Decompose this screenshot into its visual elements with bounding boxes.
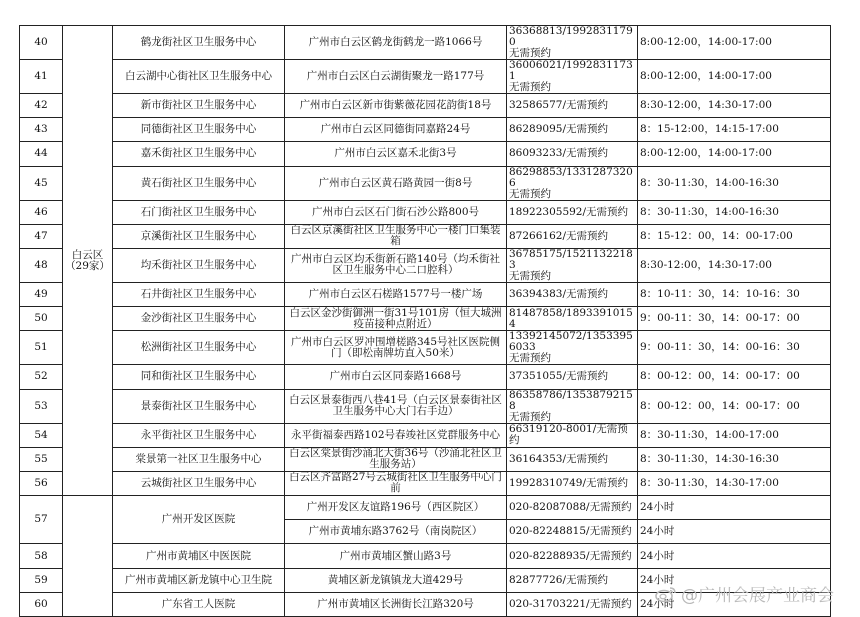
table-row: [20, 389, 831, 423]
clinic-hours: 8：00-12：00，14：00-17：00: [638, 389, 831, 423]
row-number: 46: [20, 200, 63, 224]
row-number: 50: [20, 307, 63, 331]
clinic-hours: 8:00-12:00，14:00-17:00: [638, 26, 831, 60]
row-number: 42: [20, 94, 63, 118]
watermark-text: @广州会展产业商会: [681, 586, 834, 606]
clinic-hours: 8：30-11:30，14:30-17:00: [638, 471, 831, 495]
clinic-hours: 8:30-12:00，14:30-17:00: [638, 248, 831, 282]
clinic-address: 广州市白云区新市街紫薇花园花韵街18号: [285, 94, 507, 118]
row-number: 53: [20, 389, 63, 423]
table-row: [20, 142, 831, 166]
clinic-phone: 18922305592/无需预约: [507, 200, 638, 224]
clinic-hours: 8：30-11:30，14:30-16:30: [638, 447, 831, 471]
clinic-hours: 24小时: [638, 496, 831, 520]
clinic-name: 广州市黄埔区新龙镇中心卫生院: [113, 568, 285, 592]
table-row: [20, 331, 831, 365]
clinic-name: 松洲街社区卫生服务中心: [113, 331, 285, 365]
clinic-address: 广州市白云区嘉禾北街3号: [285, 142, 507, 166]
clinic-phone: 020-82248815/无需预约: [507, 520, 638, 544]
clinic-phone: 020-82087088/无需预约: [507, 496, 638, 520]
clinic-name: 鹤龙街社区卫生服务中心: [113, 26, 285, 60]
clinic-phone: 36006021/19928311731 无需预约: [507, 60, 638, 94]
table-row: [20, 166, 831, 200]
row-number: 49: [20, 282, 63, 306]
clinic-phone: 86298853/13312873206 无需预约: [507, 166, 638, 200]
district-cell: 白云区 （29家）: [63, 26, 113, 496]
clinic-phone: 81487858/18933910154: [507, 307, 638, 331]
clinic-address: 广州开发区友谊路196号（西区院区）: [285, 496, 507, 520]
clinic-phone: 86289095/无需预约: [507, 118, 638, 142]
table-row: [20, 282, 831, 306]
row-number: 58: [20, 544, 63, 568]
clinic-name: 广州开发区医院: [113, 496, 285, 544]
clinic-hours: 8：30-11:30，14:00-16:30: [638, 200, 831, 224]
clinic-phone: 13392145072/13533956033 无需预约: [507, 331, 638, 365]
row-number: 59: [20, 568, 63, 592]
clinic-hours: 8：30-11:30，14:00-16:30: [638, 166, 831, 200]
table-row: [20, 365, 831, 389]
clinic-address: 永平街福泰西路102号春竣社区党群服务中心: [285, 423, 507, 447]
table-row: [20, 26, 831, 60]
row-number: 51: [20, 331, 63, 365]
clinic-address: 广州市黄埔区蟹山路3号: [285, 544, 507, 568]
clinic-hours: 8:00-12:00，14:00-17:00: [638, 60, 831, 94]
clinic-phone: 36785175/15211322183 无需预约: [507, 248, 638, 282]
clinic-address: 白云区齐富路27号云城街社区卫生服务中心门前: [285, 471, 507, 495]
row-number: 41: [20, 60, 63, 94]
clinic-phone: 19928310749/无需预约: [507, 471, 638, 495]
table-row: [20, 94, 831, 118]
clinic-address: 广州市黄埔东路3762号（南岗院区）: [285, 520, 507, 544]
row-number: 55: [20, 447, 63, 471]
table-row: [20, 423, 831, 447]
clinic-name: 嘉禾街社区卫生服务中心: [113, 142, 285, 166]
clinic-name: 京溪街社区卫生服务中心: [113, 224, 285, 248]
clinic-name: 石门街社区卫生服务中心: [113, 200, 285, 224]
clinic-hours: 8:30-12:00，14:30-17:00: [638, 94, 831, 118]
clinic-hours: 8：15-12:00，14:15-17:00: [638, 118, 831, 142]
clinic-address: 广州市白云区白云湖街聚龙一路177号: [285, 60, 507, 94]
clinic-address: 广州市白云区同德街同嘉路24号: [285, 118, 507, 142]
table-row: [20, 544, 831, 568]
clinic-hours: 9：00-11：30，14：00-16：30: [638, 331, 831, 365]
clinic-phone: 020-82288935/无需预约: [507, 544, 638, 568]
table-row: [20, 248, 831, 282]
clinic-phone: 66319120-8001/无需预约: [507, 423, 638, 447]
clinic-address: 白云区金沙街御洲一街31号101房（恒大城洲疫苗接种点附近）: [285, 307, 507, 331]
clinic-name: 云城街社区卫生服务中心: [113, 471, 285, 495]
clinic-hours: 24小时: [638, 568, 831, 592]
table-row: [20, 118, 831, 142]
clinic-phone: 82877726/无需预约: [507, 568, 638, 592]
clinic-address: 广州市白云区鹤龙街鹤龙一路1066号: [285, 26, 507, 60]
clinic-address: 黄埔区新龙镇镇龙大道429号: [285, 568, 507, 592]
clinic-phone: 36368813/19928311790 无需预约: [507, 26, 638, 60]
table-row: [20, 60, 831, 94]
clinic-hours: 24小时: [638, 592, 831, 616]
watermark: [655, 581, 834, 606]
row-number: 54: [20, 423, 63, 447]
clinic-phone: 37351055/无需预约: [507, 365, 638, 389]
table-row: [20, 224, 831, 248]
table-row: [20, 200, 831, 224]
clinic-phone: 36394383/无需预约: [507, 282, 638, 306]
clinic-name: 石井街社区卫生服务中心: [113, 282, 285, 306]
clinic-name: 黄石街社区卫生服务中心: [113, 166, 285, 200]
clinic-phone: 86093233/无需预约: [507, 142, 638, 166]
clinic-address: 广州市白云区黄石路黄园一街8号: [285, 166, 507, 200]
clinic-hours: 8：30-11:30，14:00-17:00: [638, 423, 831, 447]
clinic-name: 永平街社区卫生服务中心: [113, 423, 285, 447]
clinic-address: 广州市白云区石门街石沙公路800号: [285, 200, 507, 224]
row-number: 56: [20, 471, 63, 495]
clinic-name: 广东省工人医院: [113, 592, 285, 616]
row-number: 60: [20, 592, 63, 616]
clinic-hours: 9：00-11：30，14：00-17：00: [638, 307, 831, 331]
row-number: 57: [20, 496, 63, 544]
clinic-hours: 8：00-12：00，14：00-17：00: [638, 365, 831, 389]
clinic-name: 景泰街社区卫生服务中心: [113, 389, 285, 423]
weibo-icon: [655, 586, 677, 602]
clinic-name: 广州市黄埔区中医医院: [113, 544, 285, 568]
row-number: 48: [20, 248, 63, 282]
clinic-phone: 86358786/13538792158 无需预约: [507, 389, 638, 423]
clinic-name: 同和街社区卫生服务中心: [113, 365, 285, 389]
clinic-address: 白云区棠景街沙涌北大街36号（沙涌北社区卫生服务站）: [285, 447, 507, 471]
table-row: [20, 471, 831, 495]
clinic-hours: 8：10-11：30，14：10-16：30: [638, 282, 831, 306]
district-cell: [63, 496, 113, 617]
clinic-table: [19, 25, 831, 617]
clinic-address: 广州市白云区同泰路1668号: [285, 365, 507, 389]
table-row: [20, 307, 831, 331]
clinic-hours: 24小时: [638, 544, 831, 568]
clinic-phone: 87266162/无需预约: [507, 224, 638, 248]
clinic-phone: 36164353/无需预约: [507, 447, 638, 471]
row-number: 44: [20, 142, 63, 166]
clinic-hours: 8:00-12:00，14:00-17:00: [638, 142, 831, 166]
clinic-phone: 32586577/无需预约: [507, 94, 638, 118]
clinic-address: 广州市白云区均禾街新石路140号（均禾街社区卫生服务中心二口腔科）: [285, 248, 507, 282]
clinic-address: 白云区京溪街社区卫生服务中心一楼门口集装箱: [285, 224, 507, 248]
row-number: 47: [20, 224, 63, 248]
clinic-hours: 24小时: [638, 520, 831, 544]
clinic-address: 白云区景泰街西八巷41号（白云区景泰街社区卫生服务中心大门右手边）: [285, 389, 507, 423]
clinic-address: 广州市黄埔区长洲街长江路320号: [285, 592, 507, 616]
clinic-address: 广州市白云区石槎路1577号一楼广场: [285, 282, 507, 306]
clinic-hours: 8：15-12：00，14：00-17:00: [638, 224, 831, 248]
clinic-name: 均禾街社区卫生服务中心: [113, 248, 285, 282]
table-row: [20, 496, 831, 520]
row-number: 40: [20, 26, 63, 60]
clinic-address: 广州市白云区罗冲围增槎路345号社区医院侧门（即松南牌坊直入50米）: [285, 331, 507, 365]
clinic-name: 新市街社区卫生服务中心: [113, 94, 285, 118]
clinic-phone: 020-31703221/无需预约: [507, 592, 638, 616]
row-number: 43: [20, 118, 63, 142]
row-number: 45: [20, 166, 63, 200]
row-number: 52: [20, 365, 63, 389]
clinic-name: 白云湖中心街社区卫生服务中心: [113, 60, 285, 94]
clinic-name: 棠景第一社区卫生服务中心: [113, 447, 285, 471]
table-row: [20, 447, 831, 471]
clinic-name: 金沙街社区卫生服务中心: [113, 307, 285, 331]
clinic-name: 同德街社区卫生服务中心: [113, 118, 285, 142]
